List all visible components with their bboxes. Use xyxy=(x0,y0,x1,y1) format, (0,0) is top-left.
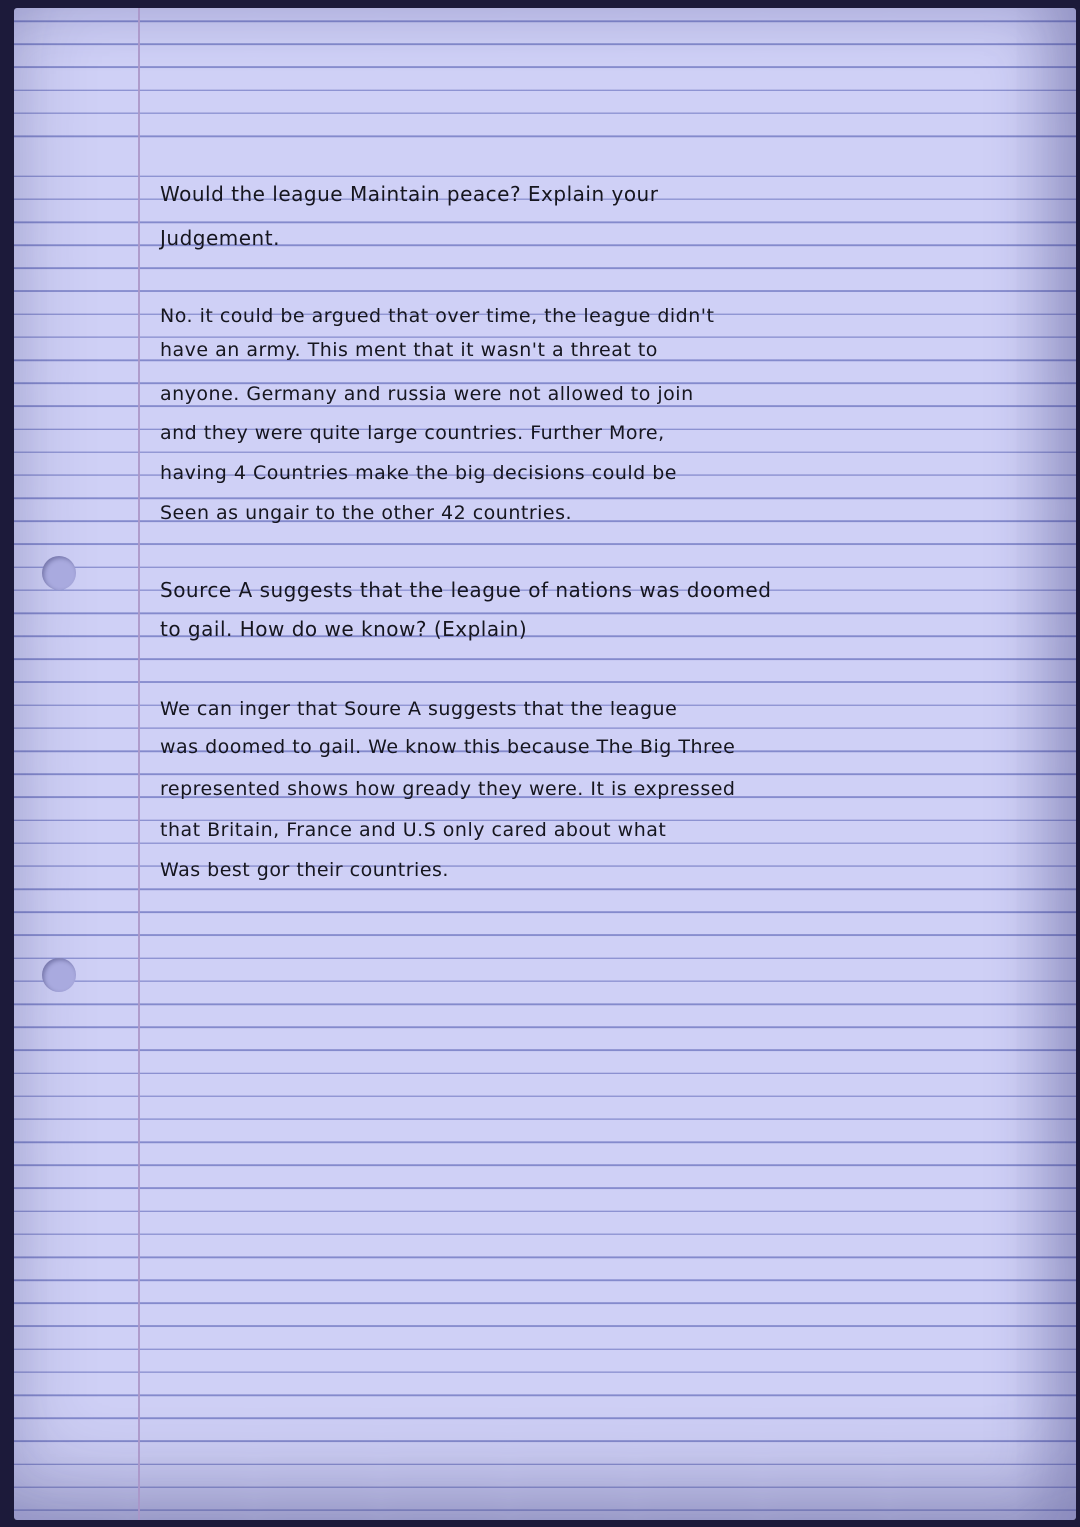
question-2-line-2: to gail. How do we know? (Explain) xyxy=(160,617,528,641)
answer-2-line-1: We can inger that Soure A suggests that the league xyxy=(160,698,678,720)
answer-2-line-3: represented shows how gready they were. It is expressed xyxy=(160,778,736,800)
answer-1-line-3: anyone. Germany and russia were not allowed to join xyxy=(160,383,694,405)
answer-1-line-1: No. it could be argued that over time, the league didn't xyxy=(160,305,715,327)
margin-line xyxy=(138,8,140,1520)
answer-2-line-4: that Britain, France and U.S only cared about what xyxy=(160,819,667,841)
answer-1-line-5: having 4 Countries make the big decisions could be xyxy=(160,462,677,484)
question-1-line-2: Judgement. xyxy=(160,226,280,250)
question-2-line-1: Source A suggests that the league of nations was doomed xyxy=(160,578,772,602)
answer-2-line-5: Was best gor their countries. xyxy=(160,859,449,881)
answer-1-line-2: have an army. This ment that it wasn't a threat to xyxy=(160,339,658,361)
lined-paper-sheet xyxy=(14,8,1076,1520)
punch-hole xyxy=(42,556,76,590)
punch-hole xyxy=(42,958,76,992)
answer-1-line-4: and they were quite large countries. Further More, xyxy=(160,422,665,444)
question-1-line-1: Would the league Maintain peace? Explain your xyxy=(160,182,659,206)
answer-1-line-6: Seen as ungair to the other 42 countries. xyxy=(160,502,573,524)
answer-2-line-2: was doomed to gail. We know this because The Big Three xyxy=(160,736,736,758)
